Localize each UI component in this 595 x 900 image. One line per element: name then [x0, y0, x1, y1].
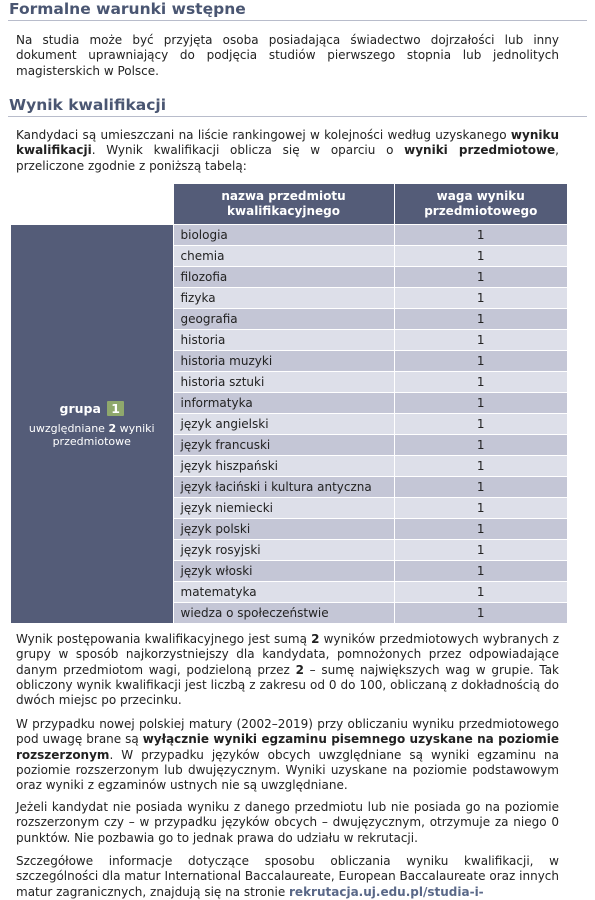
- group-note: [11, 422, 173, 448]
- sum-text-3: – sumę największych wag w grupie. Tak obliczony wynik kwalifikacji jest liczbą z zakresu od 0 do 100, obliczaną z dokładnością do dwóch miejsc po przecinku.: [16, 662, 559, 708]
- subject-cell: język hiszpański: [173, 456, 394, 477]
- subject-cell: filozofia: [173, 267, 394, 288]
- weight-cell: 1: [394, 393, 568, 414]
- sum-bold-2: 2: [295, 662, 304, 677]
- matura-explanation: [16, 717, 559, 793]
- intro-bold-2: wyniki przedmiotowe: [404, 143, 556, 158]
- weight-cell: 1: [394, 519, 568, 540]
- subject-cell: historia muzyki: [173, 351, 394, 372]
- weight-cell: 1: [394, 330, 568, 351]
- section-heading-qualification: Wynik kwalifikacji: [8, 96, 587, 117]
- qualification-intro: [16, 128, 559, 174]
- table-row: [11, 225, 568, 246]
- details-link[interactable]: rekrutacja.uj.edu.pl/studia-i-: [289, 884, 484, 899]
- group-title: [11, 401, 173, 416]
- weight-cell: 1: [394, 498, 568, 519]
- col-header-weight: waga wyniku przedmiotowego: [394, 184, 568, 225]
- subject-cell: chemia: [173, 246, 394, 267]
- subject-cell: biologia: [173, 225, 394, 246]
- subject-cell: historia: [173, 330, 394, 351]
- formal-requirements-text: Na studia może być przyjęta osoba posiadająca świadectwo dojrzałości lub inny dokument uprawniający do podjęcia studiów pierwszego stopnia lub jednolitych magisterskich w Polsce.: [16, 33, 559, 78]
- subject-cell: geografia: [173, 309, 394, 330]
- matura-text-1: W przypadku nowej polskiej matury (2002–2019) przy obliczaniu wyniku przedmiotowego pod uwagę brane są: [16, 717, 559, 747]
- weight-cell: 1: [394, 414, 568, 435]
- sum-bold-1: 2: [311, 632, 320, 646]
- subject-cell: informatyka: [173, 393, 394, 414]
- intro-text-2: . Wynik kwalifikacji oblicza się w oparciu o: [91, 143, 405, 158]
- subject-cell: matematyka: [173, 582, 394, 603]
- group-cell: [11, 225, 174, 624]
- details-text: Szczegółowe informacje dotyczące sposobu obliczania wyniku kwalifikacji, w szczególności dla matur International Baccalaureate, European Baccalaureate oraz innych matur zagranicznych, znajdują się na stronie: [16, 854, 559, 899]
- subject-cell: historia sztuki: [173, 372, 394, 393]
- subject-cell: język niemiecki: [173, 498, 394, 519]
- sum-explanation: [16, 632, 559, 708]
- group-note-count: 2: [108, 421, 117, 435]
- matura-text-2: . W przypadku języków obcych uwzględniane są wyniki egzaminu na poziomie rozszerzonym lub dwujęzycznym. Wyniki uzyskane na poziomie podstawowym oraz wyniki z egzaminów ustnych nie są uwzględniane.: [16, 747, 559, 793]
- weight-cell: 1: [394, 288, 568, 309]
- weight-cell: 1: [394, 456, 568, 477]
- weight-cell: 1: [394, 309, 568, 330]
- weight-cell: 1: [394, 477, 568, 498]
- intro-text-1: Kandydaci są umieszczani na liście rankingowej w kolejności według uzyskanego: [16, 128, 511, 142]
- details-paragraph: [16, 854, 559, 900]
- weight-cell: 1: [394, 435, 568, 456]
- group-note-post: wyniki przedmiotowe: [52, 421, 155, 448]
- col-header-subject: nazwa przedmiotu kwalifikacyjnego: [173, 184, 394, 225]
- intro-bold-1: wyniku kwalifikacji: [16, 128, 559, 158]
- section-heading-formal: Formalne warunki wstępne: [8, 0, 587, 21]
- group-label: grupa: [59, 400, 101, 416]
- missing-result-explanation: Jeżeli kandydat nie posiada wyniku z danego przedmiotu lub nie posiada go na poziomie rozszerzonym czy – w przypadku języków obcych – dwujęzycznym, otrzymuje za niego 0 punktów. Nie pozbawia go to jednak prawa do udziału w rekrutacji.: [16, 800, 559, 845]
- weight-cell: 1: [394, 351, 568, 372]
- weight-cell: 1: [394, 540, 568, 561]
- intro-text-3: , przeliczone zgodnie z poniższą tabelą:: [16, 143, 559, 173]
- subject-cell: wiedza o społeczeństwie: [173, 603, 394, 624]
- weight-cell: 1: [394, 372, 568, 393]
- weight-cell: 1: [394, 582, 568, 603]
- group-note-pre: uwzględniane: [28, 421, 109, 435]
- weight-cell: 1: [394, 225, 568, 246]
- table-body: [11, 225, 568, 624]
- weights-table: [10, 183, 568, 624]
- subject-cell: fizyka: [173, 288, 394, 309]
- weight-cell: 1: [394, 561, 568, 582]
- subject-cell: język francuski: [173, 435, 394, 456]
- subject-cell: język rosyjski: [173, 540, 394, 561]
- weight-cell: 1: [394, 267, 568, 288]
- weight-cell: 1: [394, 603, 568, 624]
- table-corner: [11, 184, 174, 225]
- sum-text-2: wyników przedmiotowych wybranych z grupy w sposób najkorzystniejszy dla kandydata, pomnożonych przez odpowiadające danym przedmiotom wagi, podzieloną przez: [16, 632, 559, 677]
- weight-cell: 1: [394, 246, 568, 267]
- subject-cell: język angielski: [173, 414, 394, 435]
- group-number-badge: 1: [107, 401, 124, 416]
- sum-text-1: Wynik postępowania kwalifikacyjnego jest sumą: [16, 632, 312, 646]
- matura-bold-1: wyłącznie wyniki egzaminu pisemnego uzyskane na poziomie rozszerzonym: [16, 732, 560, 762]
- subject-cell: język polski: [173, 519, 394, 540]
- subject-cell: język łaciński i kultura antyczna: [173, 477, 394, 498]
- subject-cell: język włoski: [173, 561, 394, 582]
